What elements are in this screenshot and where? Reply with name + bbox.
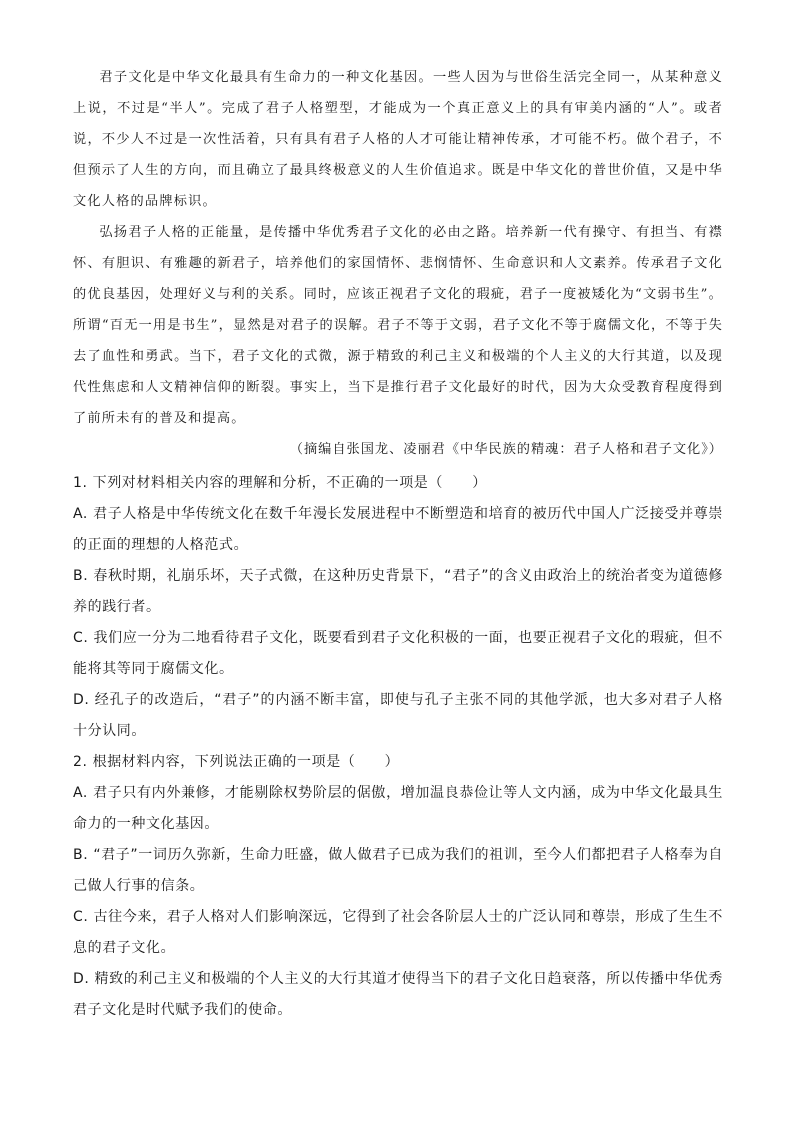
question-2-stem: 2. 根据材料内容，下列说法正确的一项是（ ） [73, 754, 400, 770]
passage-source: （摘编自张国龙、凌丽君《中华民族的精魂：君子人格和君子文化》） [289, 442, 723, 457]
question-1-option-b: B. 春秋时期，礼崩乐坏，天子式微，在这种历史背景下，“君子”的含义由政治上的统治者变为道德修养的践行者。 [73, 568, 723, 615]
question-1-stem: 1. 下列对材料相关内容的理解和分析，不正确的一项是（ ） [73, 475, 487, 491]
question-2 [73, 747, 723, 1026]
reading-passage [73, 62, 723, 434]
passage-paragraph-1: 君子文化是中华文化最具有生命力的一种文化基因。一些人因为与世俗生活完全同一，从某种意义上说，不过是“半人”。完成了君子人格塑型，才能成为一个真正意义上的具有审美内涵的“人”。或者说，不少人不过是一次性活着，只有具有君子人格的人才可能让精神传承，才可能不朽。做个君子，不但预示了人生的方向，而且确立了最具终极意义的人生价值追求。既是中华文化的普世价值，又是中华文化人格的品牌标识。 [73, 70, 723, 209]
passage-paragraph-2: 弘扬君子人格的正能量，是传播中华优秀君子文化的必由之路。培养新一代有操守、有担当、有襟怀、有胆识、有雅趣的新君子，培养他们的家国情怀、悲悯情怀、生命意识和人文素养。传承君子文化的优良基因，处理好义与利的关系。同时，应该正视君子文化的瑕疵，君子一度被矮化为“文弱书生”。所谓“百无一用是书生”，显然是对君子的误解。君子不等于文弱，君子文化不等于腐儒文化，不等于失去了血性和勇武。当下，君子文化的式微，源于精致的利己主义和极端的个人主义的大行其道，以及现代性焦虑和人文精神信仰的断裂。事实上，当下是推行君子文化最好的时代，因为大众受教育程度得到了前所未有的普及和提高。 [73, 225, 723, 426]
question-2-option-d: D. 精致的利己主义和极端的个人主义的大行其道才使得当下的君子文化日趋衰落，所以传播中华优秀君子文化是时代赋予我们的使命。 [73, 971, 723, 1018]
question-list [73, 468, 723, 1026]
question-2-option-a: A. 君子只有内外兼修，才能剔除权势阶层的倨傲，增加温良恭俭让等人文内涵，成为中华文化最具生命力的一种文化基因。 [73, 785, 723, 832]
question-1-option-d: D. 经孔子的改造后，“君子”的内涵不断丰富，即使与孔子主张不同的其他学派，也大多对君子人格十分认同。 [73, 692, 723, 739]
question-2-option-b: B. “君子”一词历久弥新，生命力旺盛，做人做君子已成为我们的祖训，至今人们都把君子人格奉为自己做人行事的信条。 [73, 847, 723, 894]
question-1-option-a: A. 君子人格是中华传统文化在数千年漫长发展进程中不断塑造和培育的被历代中国人广泛接受并尊崇的正面的理想的人格范式。 [73, 506, 723, 553]
question-1 [73, 468, 723, 747]
question-1-option-c: C. 我们应一分为二地看待君子文化，既要看到君子文化积极的一面，也要正视君子文化的瑕疵，但不能将其等同于腐儒文化。 [73, 630, 723, 677]
question-2-option-c: C. 古往今来，君子人格对人们影响深远，它得到了社会各阶层人士的广泛认同和尊崇，形成了生生不息的君子文化。 [73, 909, 723, 956]
